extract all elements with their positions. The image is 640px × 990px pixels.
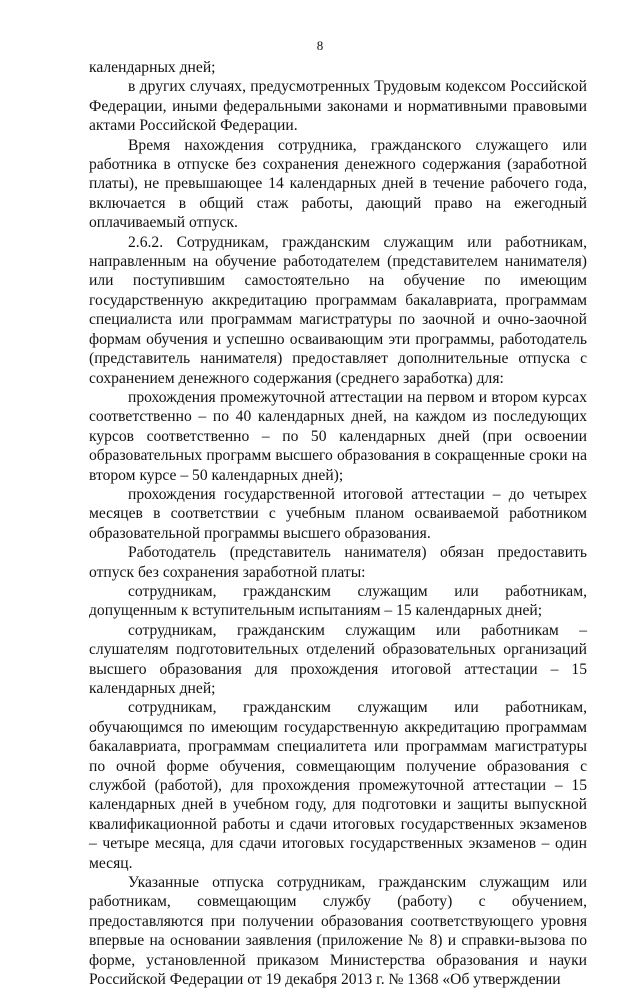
paragraph: календарных дней; xyxy=(89,59,216,76)
paragraph: прохождения государственной итоговой аттестации – до четырех месяцев в соответствии с учебным планом осваиваемой работником образовательной программы высшего образования. xyxy=(89,485,587,542)
paragraph: прохождения промежуточной аттестации на первом и втором курсах соответственно – по 40 календарных дней, на каждом из последующих курсов соответственно – по 50 календарных дней (при освоении образовательных программ высшего образования в сокращенные сроки на втором курсе – 50 календарных дней); xyxy=(89,388,587,484)
paragraph: в других случаях, предусмотренных Трудовым кодексом Российской Федерации, иными федеральными законами и нормативными правовыми актами Российской Федерации. xyxy=(89,78,587,135)
paragraph: Время нахождения сотрудника, гражданского служащего или работника в отпуске без сохранения денежного содержания (заработной платы), не превышающее 14 календарных дней в течение рабочего года, включается в общий стаж работы, дающий право на ежегодный оплачиваемый отпуск. xyxy=(89,136,587,232)
paragraph: сотрудникам, гражданским служащим или работникам – слушателям подготовительных отделений образовательных организаций высшего образования для прохождения итоговой аттестации – 15 календарных дней; xyxy=(89,621,587,697)
paragraph: сотрудникам, гражданским служащим или работникам, обучающимся по имеющим государственную аккредитацию программам бакалавриата, программам специалитета или программам магистратуры по очной форме обучения, совмещающим получение образования с службой (работой), для прохождения промежуточной аттестации – 15 календарных дней в учебном году, для подготовки и защиты выпускной квалификационной работы и сдачи итоговых государственных экзаменов – четыре месяца, для сдачи итоговых государственных экзаменов – один месяц. xyxy=(89,699,587,872)
document-body xyxy=(89,58,587,990)
paragraph: 2.6.2. Сотрудникам, гражданским служащим или работникам, направленным на обучение работодателем (представителем нанимателя) или поступившим самостоятельно на обучение по имеющим государственную аккредитацию программам бакалавриата, программам специалиста или программам магистратуры по заочной и очно-заочной формам обучения и успешно осваивающим эти программы, работодатель (представитель нанимателя) предоставляет дополнительные отпуска с сохранением денежного содержания (среднего заработка) для: xyxy=(89,233,587,387)
paragraph: Указанные отпуска сотрудникам, гражданским служащим или работникам, совмещающим службу (работу) с обучением, предоставляются при получении образования соответствующего уровня впервые на основании заявления (приложение № 8) и справки-вызова по форме, установленной приказом Министерства образования и науки Российской Федерации от 19 декабря 2013 г. № 1368 «Об утверждении xyxy=(89,874,587,989)
paragraph: сотрудникам, гражданским служащим или работникам, допущенным к вступительным испытаниям – 15 календарных дней; xyxy=(89,582,587,620)
page-number: 8 xyxy=(316,38,324,53)
paragraph: Работодатель (представитель нанимателя) обязан предоставить отпуск без сохранения заработной платы: xyxy=(89,544,587,581)
